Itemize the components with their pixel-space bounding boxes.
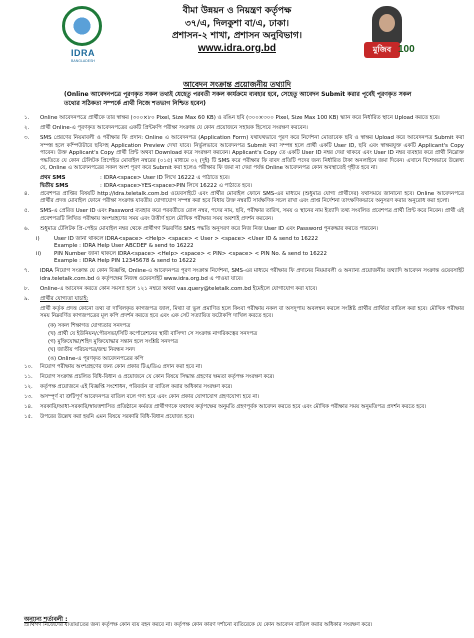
- qualification-item: (ক) সকল শিক্ষাগত যোগ্যতার সনদপত্র: [48, 323, 131, 330]
- item-number: ১৫.: [24, 413, 33, 420]
- sms-label: দ্বিতীয় SMS: [40, 182, 69, 189]
- qualification-list: [24, 323, 464, 363]
- item-text: অসম্পূর্ণ বা ত্রুটিপূর্ণ আবেদনপত্র বাতিল বলে গণ্য হবে এবং কোন প্রকার যোগাযোগ গ্রহণযোগ্য হবে না।: [40, 393, 260, 400]
- sms-text: : IDRA<space>YES<space>PIN লিখে 16222 এ পাঠাতে হবে।: [100, 182, 253, 189]
- recovery-item: [24, 251, 464, 266]
- face-icon: [379, 14, 395, 32]
- organization-address: ৩৭/এ, দিলকুশা বা/এ, ঢাকা।: [185, 18, 289, 29]
- instruction-item: [24, 384, 464, 392]
- footer-text: প্রার্থিগণ নিজেদের যাতায়াতের জন্য কর্তৃপক্ষ কোন ব্যয় বহন করবে না। কর্তৃপক্ষ কোন কারণ দর্শানো ব্যতিরেকে যে কোন আবেদন বাতিল করার অধিকার সংরক্ষণ করে।: [24, 622, 373, 628]
- item-text: SMS-এ প্রেরিত User ID এবং Password ব্যবহার করে পরবর্তীতে রোল নম্বর, পদের নাম, ছবি, পরীক্ষার তারিখ, সময় ও স্থানের নাম ইত্যাদি তথ্য সংবলিত প্রবেশপত্র প্রার্থী প্রিন্ট করে নিবেন। প্রার্থী এই প্রবেশপত্রটি লিখিত পরীক্ষায় অংশগ্রহণের সময় এবং উত্তীর্ণ হলে মৌখিক পরীক্ষার সময় অবশ্যই প্রদর্শন করবেন।: [40, 208, 464, 222]
- qualification-intro: [24, 306, 464, 321]
- instruction-item: [24, 208, 464, 223]
- mujib-badge: মুজিব: [364, 42, 400, 58]
- sms-label: প্রথম SMS: [40, 175, 66, 182]
- qualification-item: (গ) মুক্তিযোদ্ধা/শহিদ মুক্তিযোদ্ধার সন্তান হলে সংশ্লিষ্ট সনদপত্র: [48, 339, 178, 346]
- recovery-example: Example : IDRA Help PIN 12345678 & send to 16222: [54, 258, 196, 265]
- item-text: সরকারি/আধা-সরকারি/স্বায়ত্তশাসিত প্রতিষ্ঠানে কর্মরত প্রার্থীগণকে যথাযথ কর্তৃপক্ষের অনুমতি গ্রহণপূর্বক আবেদন করতে হবে এবং মৌখিক পরীক্ষার সময় অনুমতিপত্র প্রদর্শন করতে হবে।: [40, 403, 427, 410]
- sms-table: [40, 175, 464, 190]
- qualification-item: (খ) প্রার্থী যে ইউনিয়ন/পৌরসভা/সিটি কর্পোরেশনের স্থায়ী বাসিন্দা সে সংক্রান্ত নাগরিকত্বের সনদপত্র: [48, 331, 258, 338]
- instruction-item: [24, 226, 464, 234]
- instruction-item: [24, 135, 464, 173]
- item-text: Online আবেদনপত্রে প্রার্থীকে তার স্বাক্ষর (৩০০×৮০ Pixel, Size Max 60 KB) ও রঙিন ছবি (৩০০×৩০০ Pixel, Size Max 100 KB) স্ক্যান করে নির্ধারিত স্থানে Upload করতে হবে।: [40, 115, 440, 121]
- item-text: SMS প্রেরণের নিয়মাবলী ও পরীক্ষার ফি প্রদান: Online এ আবেদনপত্র (Application Form) যথাযথভাবে পূরণ করে নির্দেশনা মোতাবেক ছবি ও স্বাক্ষর Upload করে আবেদনপত্র Submit করা সম্পন্ন হলে কম্পিউটারে ছবিসহ Application Preview দেখা যাবে। নির্ভুলভাবে আবেদনপত্র Submit করা সম্পন্ন হলে প্রার্থী একটি User ID, ছবি এবং স্বাক্ষরযুক্ত একটি Applicant's Copy পাবেন। উক্ত Applicant's Copy প্রার্থী প্রিন্ট অথবা Download করে সংরক্ষণ করবেন। Applicant's Copy তে একটি User ID নম্বর দেয়া থাকবে এবং User ID নম্বর ব্যবহার করে প্রার্থী নিম্নোক্ত পদ্ধতিতে যে কোন টেলিটক প্রিপেইড মোবাইল নম্বরের (০১৫) মাধ্যমে ০২ (দুই) টি SMS করে পরীক্ষার ফি বাবদ প্রতিটি পদের জন্য নির্ধারিত টাকা অনলাইনে জমা দিবেন। এখানে বিশেষভাবে উল্লেখ্য যে, Online এ আবেদনপত্রের সকল অংশ পূরণ করে Submit করা হলেও পরীক্ষার ফি জমা না দেয়া পর্যন্ত Online আবেদনপত্র কোন অবস্থাতেই গৃহীত হবে না।: [40, 134, 464, 172]
- item-number: ১৩.: [24, 393, 33, 400]
- item-text: নিয়োগ সংক্রান্ত প্রচলিত বিধি-বিধান ও প্রয়োজনে যে কোন বিষয়ে সিদ্ধান্ত গ্রহণের ক্ষমতা কর্তৃপক্ষ সংরক্ষণ করে।: [40, 373, 275, 380]
- item-number: ৪.: [24, 190, 30, 197]
- instruction-item: [24, 115, 464, 123]
- organization-name: বীমা উন্নয়ন ও নিয়ন্ত্রণ কর্তৃপক্ষ: [182, 6, 292, 16]
- mujib-100-logo: [364, 4, 416, 66]
- item-number: ৬.: [24, 225, 30, 232]
- item-number: ৫.: [24, 208, 30, 215]
- idra-logo-text: IDRA: [71, 48, 95, 58]
- document-title: আবেদন সংক্রান্ত প্রয়োজনীয় তথ্যাদি: [183, 80, 291, 89]
- item-number: ৭.: [24, 268, 30, 275]
- idra-logo-subtext: BANGLADESH: [71, 59, 95, 63]
- item-number: ১.: [24, 115, 30, 121]
- organization-branch: প্রশাসন-২ শাখা, প্রশাসন অনুবিভাগ।: [172, 31, 302, 41]
- recovery-number: i): [36, 235, 40, 242]
- instruction-item: [24, 374, 464, 382]
- idra-logo: [62, 6, 102, 46]
- item-text: নিয়োগ পরীক্ষায় অংশগ্রহণের জন্য কোন প্রকার টিএ/ডিএ প্রদান করা হবে না।: [40, 363, 203, 370]
- instruction-item: [24, 414, 464, 422]
- recovery-item: [24, 236, 464, 251]
- qualification-text: প্রার্থী কর্তৃক প্রদত্ত কোনো তথ্য বা দাখিলকৃত কাগজপত্র জাল, মিথ্যা বা ভুল প্রমাণিত হলে কিংবা পরীক্ষায় নকল বা অসদুপায় অবলম্বন করলে সংশ্লিষ্ট প্রার্থীর প্রার্থিতা বাতিল করা হবে। মৌখিক পরীক্ষার সময় নিম্নবর্ণিত কাগজপত্রের মূল কপি প্রদর্শন করতে হবে এবং এক সেট সত্যায়িত ফটোকপি দাখিল করতে হবে।: [40, 305, 464, 320]
- sms-text: : IDRA<space> User ID লিখে 16222 এ পাঠাতে হবে।: [100, 175, 230, 182]
- instruction-item: [24, 268, 464, 283]
- item-number: ১০.: [24, 363, 33, 370]
- item-text: প্রার্থীর যোগ্যতা যাচাই:: [40, 295, 89, 302]
- item-text: IDRA নিয়োগ সংক্রান্ত যে কোন বিজ্ঞপ্তি, Online-এ আবেদনপত্র পূরণ সংক্রান্ত নির্দেশনা, SMS-এর মাধ্যমে পরীক্ষার ফি প্রদানের নিয়মাবলী ও অন্যান্য প্রয়োজনীয় তথ্যাদি আবেদন সংক্রান্ত ওয়েবসাইট idra.teletalk.com.bd ও কর্তৃপক্ষের নিজস্ব ওয়েবসাইট www.idra.org.bd এ পাওয়া যাবে।: [40, 268, 464, 282]
- item-text: Online-এ আবেদন করতে কোন সমস্যা হলে ১২১ নম্বরে অথবা vas.query@teletalk.com.bd ইমেইলে যোগাযোগ করা যাবে।: [40, 285, 318, 292]
- item-number: ১৪.: [24, 403, 33, 410]
- organization-header: [120, 5, 354, 55]
- item-number: ৩.: [24, 134, 30, 141]
- instructions-body: [24, 115, 464, 424]
- item-text: প্রার্থী Online-এ পূরণকৃত আবেদনপত্রের একটি প্রিন্টকপি পরীক্ষা সংক্রান্ত যে কোন প্রয়োজনে সহায়ক হিসেবে সংরক্ষণ করবেন।: [40, 124, 308, 131]
- item-number: ৯.: [24, 295, 30, 302]
- qualification-item: (ঙ) Online-এ পূরণকৃত আবেদনপত্রের কপি: [48, 355, 144, 362]
- letterhead: [0, 4, 474, 68]
- item-text: উপরের উল্লেখ করা হয়নি এমন বিষয়ে সরকারি বিধি-বিধান প্রযোজ্য হবে।: [40, 413, 195, 420]
- recovery-number: ii): [36, 250, 42, 257]
- item-text: শুধুমাত্র টেলিটক প্রি-পেইড মোবাইল নম্বর থেকে প্রার্থীগণ নিম্নবর্ণিত SMS পদ্ধতি অনুসরণ করে নিজ নিজ User ID এবং Password পুনরুদ্ধার করতে পারবেন।: [40, 225, 379, 232]
- instruction-item: [24, 404, 464, 412]
- item-number: ১১.: [24, 373, 33, 380]
- instruction-item: [24, 364, 464, 372]
- recovery-command: PIN Number জানা থাকলে IDRA<space> <Help> <space> < PIN> <space> < PIN No. & send to 16222: [54, 250, 327, 257]
- item-number: ১২.: [24, 383, 33, 390]
- footer-title: অন্যান্য শর্তাবলী :: [24, 616, 68, 623]
- item-number: ২.: [24, 124, 30, 131]
- instruction-item: [24, 286, 464, 294]
- website-link[interactable]: www.idra.org.bd: [198, 42, 276, 54]
- hundred-badge: 100: [398, 44, 415, 55]
- item-text: কর্তৃপক্ষ প্রয়োজনে এই বিজ্ঞপ্তি সংশোধন, পরিবর্তন বা বাতিল করার অধিকার সংরক্ষণ করে।: [40, 383, 233, 390]
- instruction-item: [24, 191, 464, 206]
- sms-row-first: [40, 175, 464, 183]
- instruction-item: [24, 296, 464, 304]
- item-number: ৮.: [24, 285, 30, 292]
- instruction-item: [24, 394, 464, 402]
- instruction-item: [24, 125, 464, 133]
- recovery-command: User ID জানা থাকলে IDRA<space> <Help> <space> < User > <space> <User ID & send to 16222: [54, 235, 319, 242]
- recovery-example: Example : IDRA Help User ABCDEF & send to 16222: [54, 243, 194, 250]
- intro-note: (Online আবেদনপত্রে পূরণকৃত সকল তথ্যই যেহেতু পরবর্তী সকল কার্যক্রমে ব্যবহার হবে, সেহেতু আবেদন Submit করার পূর্বেই পূরণকৃত সকল তথ্যের সঠিকতা সম্পর্কে প্রার্থী নিজে শতভাগ নিশ্চিত হবেন): [64, 91, 412, 107]
- sms-row-second: [40, 183, 464, 191]
- item-text: প্রবেশপত্র প্রাপ্তির বিষয়টি http://idra.teletalk.com.bd ওয়েবসাইটে এবং প্রার্থীর মোবাইল ফোনে SMS-এর মাধ্যমে (শুধুমাত্র যোগ্য প্রার্থীদের) যথাসময়ে জানানো হবে। Online আবেদনপত্রে প্রার্থীর প্রদত্ত মোবাইল ফোনে পরীক্ষা সংক্রান্ত যাবতীয় যোগাযোগ সম্পন্ন করা হবে বিধায় উক্ত নম্বরটি সার্বক্ষণিক সচল রাখা এবং প্রাপ্ত নির্দেশনা তাৎক্ষণিকভাবে অনুসরণ করার অনুরোধ করা হলো।: [40, 190, 464, 205]
- qualification-item: (ঘ) জাতীয় পরিচয়পত্র/জন্ম নিবন্ধন সনদ: [48, 347, 135, 354]
